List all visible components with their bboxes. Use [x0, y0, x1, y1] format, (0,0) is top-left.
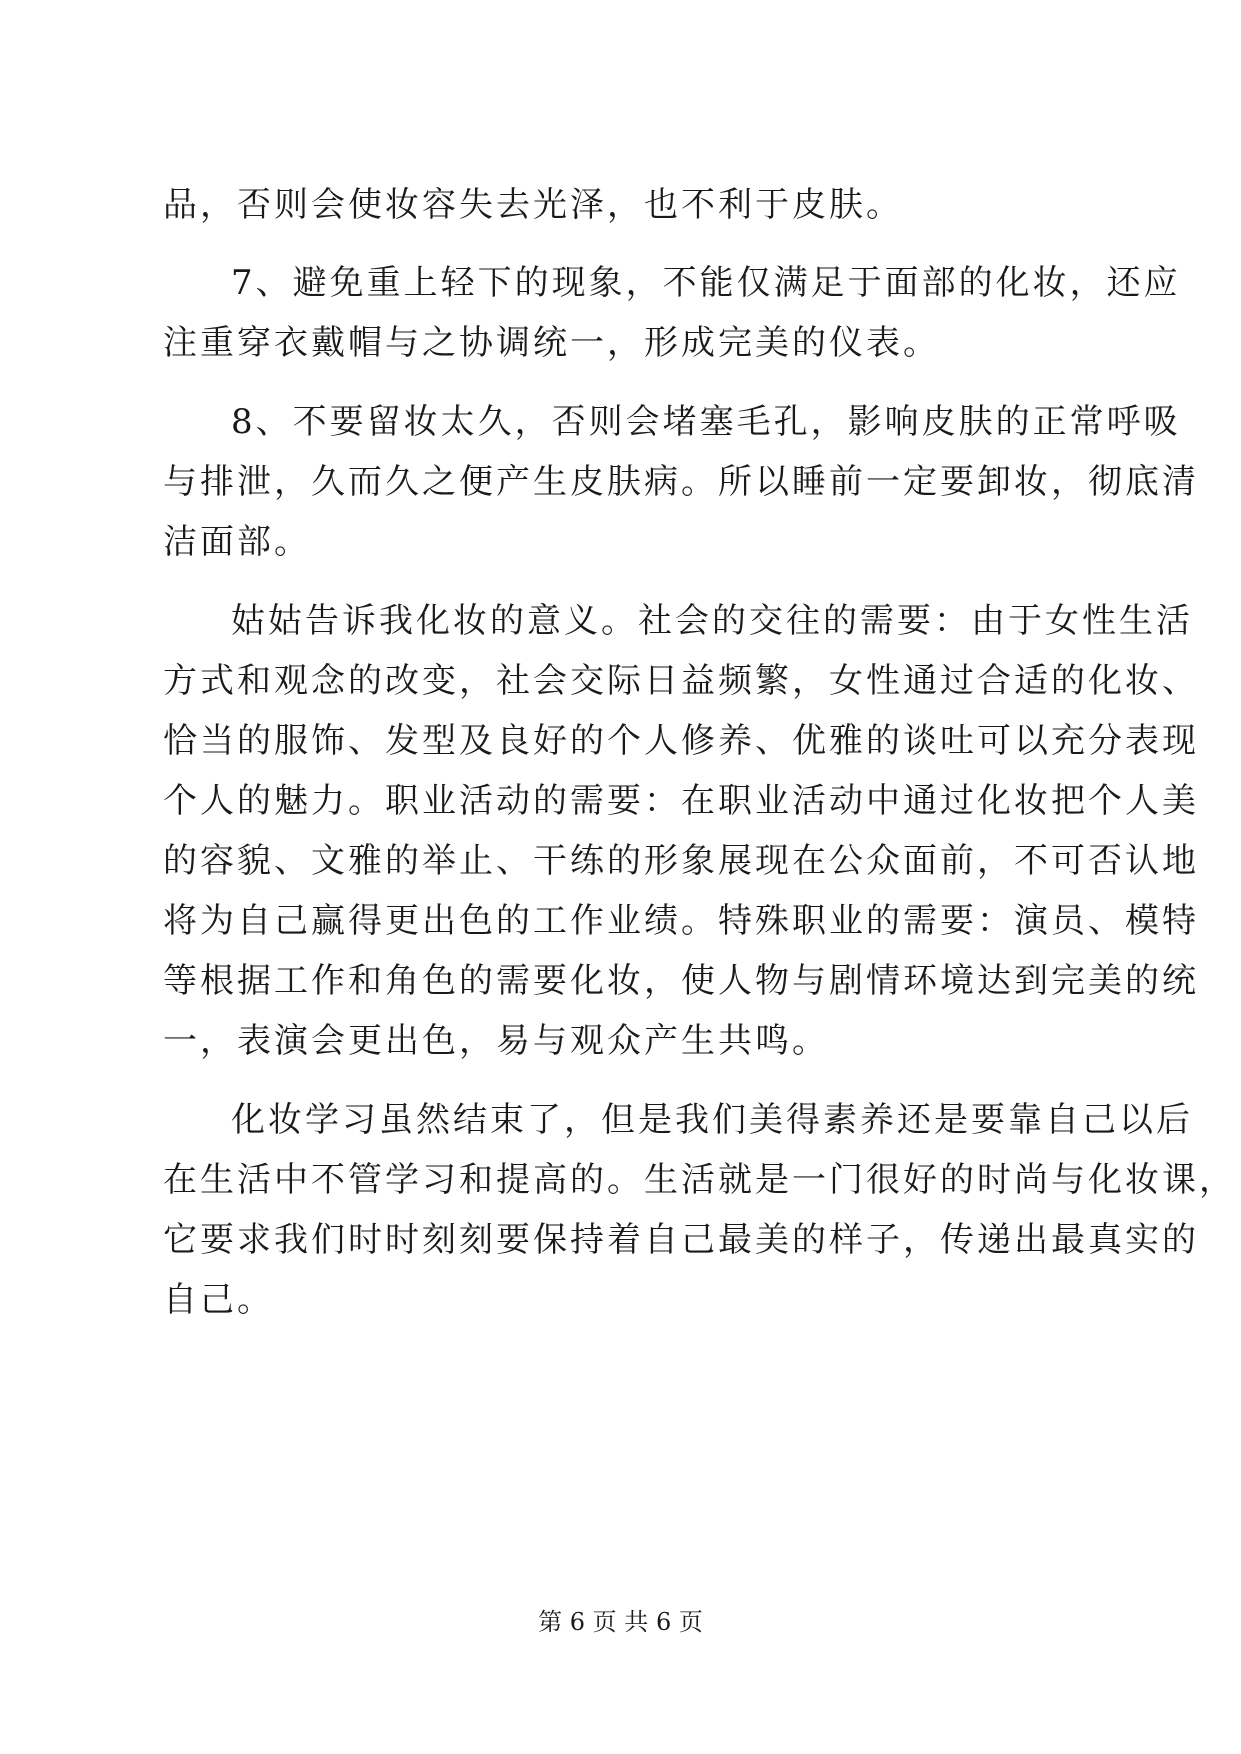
paragraph-line: 恰当的服饰、发型及良好的个人修养、优雅的谈吐可以充分表现	[163, 721, 1199, 761]
paragraph-line: 8、不要留妆太久，否则会堵塞毛孔，影响皮肤的正常呼吸	[231, 402, 1181, 442]
paragraph-line: 洁面部。	[163, 522, 311, 562]
paragraph-line: 自己。	[163, 1280, 274, 1320]
paragraph-line: 7、避免重上轻下的现象，不能仅满足于面部的化妆，还应	[231, 263, 1181, 303]
paragraph-line: 注重穿衣戴帽与之协调统一，形成完美的仪表。	[163, 323, 940, 363]
paragraph-line: 方式和观念的改变，社会交际日益频繁，女性通过合适的化妆、	[163, 661, 1199, 701]
paragraph-line: 个人的魅力。职业活动的需要：在职业活动中通过化妆把个人美	[163, 781, 1199, 821]
paragraph-line: 品，否则会使妆容失去光泽，也不利于皮肤。	[163, 185, 903, 225]
paragraph-line: 化妆学习虽然结束了，但是我们美得素养还是要靠自己以后	[231, 1100, 1193, 1140]
paragraph-line: 姑姑告诉我化妆的意义。社会的交往的需要：由于女性生活	[231, 601, 1193, 641]
paragraph-line: 将为自己赢得更出色的工作业绩。特殊职业的需要：演员、模特	[163, 901, 1199, 941]
paragraph-line: 与排泄，久而久之便产生皮肤病。所以睡前一定要卸妆，彻底清	[163, 462, 1199, 502]
paragraph-line: 在生活中不管学习和提高的。生活就是一门很好的时尚与化妆课，	[163, 1160, 1236, 1200]
paragraph-line: 一，表演会更出色，易与观众产生共鸣。	[163, 1021, 829, 1061]
paragraph-line: 等根据工作和角色的需要化妆，使人物与剧情环境达到完美的统	[163, 961, 1199, 1001]
paragraph-line: 它要求我们时时刻刻要保持着自己最美的样子，传递出最真实的	[163, 1220, 1199, 1260]
paragraph-line: 的容貌、文雅的举止、干练的形象展现在公众面前，不可否认地	[163, 841, 1199, 881]
page-footer: 第 6 页 共 6 页	[538, 1608, 703, 1636]
